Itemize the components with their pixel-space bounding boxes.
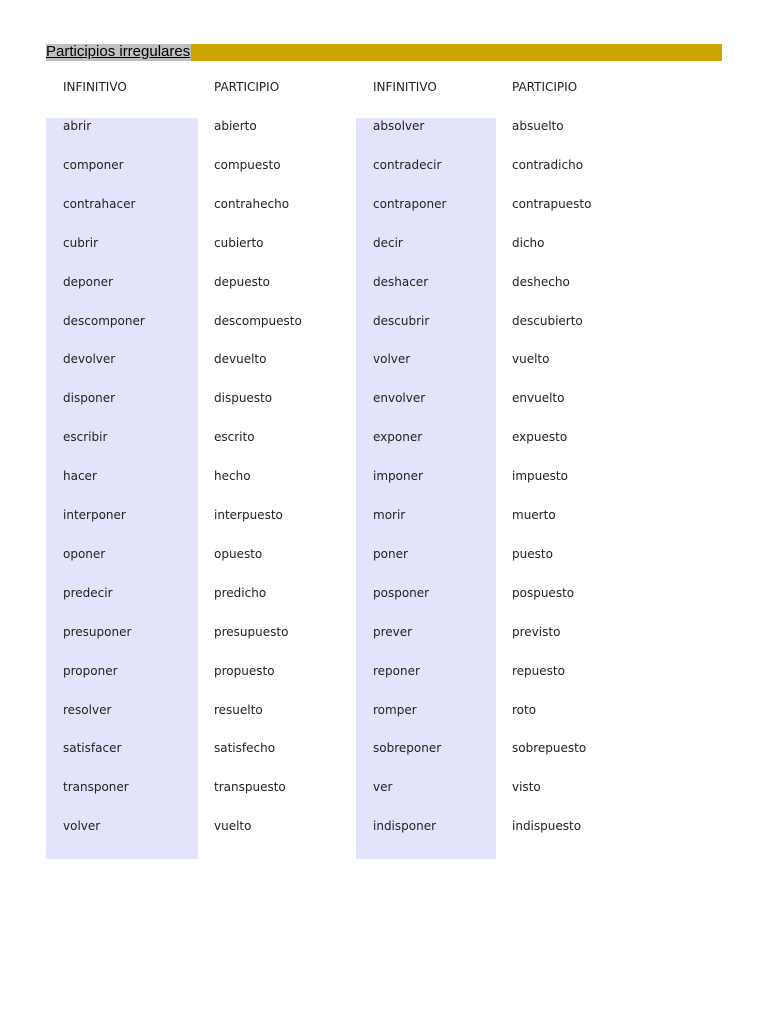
participle-cell: compuesto <box>214 158 281 172</box>
participle-cell: puesto <box>512 547 553 561</box>
participle-cell: vuelto <box>512 352 550 366</box>
participle-cell: vuelto <box>214 819 252 833</box>
participle-cell: roto <box>512 703 537 717</box>
participle-cell: dispuesto <box>214 391 273 405</box>
infinitive-cell: abrir <box>63 119 92 133</box>
participle-cell: contrapuesto <box>512 197 592 211</box>
participle-cell: presupuesto <box>214 625 289 639</box>
header-infinitivo-1: INFINITIVO <box>63 80 127 94</box>
participle-cell: muerto <box>512 508 556 522</box>
title-bar <box>46 44 722 61</box>
infinitive-cell: poner <box>373 547 408 561</box>
infinitive-cell: escribir <box>63 430 108 444</box>
infinitive-cell: posponer <box>373 586 430 600</box>
infinitive-cell: descomponer <box>63 314 145 328</box>
participle-cell: resuelto <box>214 703 263 717</box>
infinitive-cell: interponer <box>63 508 126 522</box>
infinitive-cell: absolver <box>373 119 425 133</box>
participle-cell: propuesto <box>214 664 275 678</box>
infinitive-cell: predecir <box>63 586 113 600</box>
participle-cell: impuesto <box>512 469 568 483</box>
participle-cell: depuesto <box>214 275 270 289</box>
infinitive-cell: proponer <box>63 664 118 678</box>
infinitive-cell: romper <box>373 703 417 717</box>
infinitive-cell: exponer <box>373 430 423 444</box>
participle-cell: abierto <box>214 119 257 133</box>
participle-cell: cubierto <box>214 236 264 250</box>
infinitive-cell: descubrir <box>373 314 430 328</box>
participle-cell: previsto <box>512 625 561 639</box>
participle-cell: deshecho <box>512 275 570 289</box>
participle-cell: expuesto <box>512 430 568 444</box>
infinitive-cell: deshacer <box>373 275 429 289</box>
participle-cell: satisfecho <box>214 741 276 755</box>
infinitive-cell: decir <box>373 236 403 250</box>
infinitive-cell: ver <box>373 780 393 794</box>
infinitive-cell: indisponer <box>373 819 437 833</box>
infinitive-cell: imponer <box>373 469 423 483</box>
participle-cell: visto <box>512 780 541 794</box>
infinitive-cell: contrahacer <box>63 197 136 211</box>
infinitive-cell: sobreponer <box>373 741 442 755</box>
participle-cell: descubierto <box>512 314 583 328</box>
infinitive-cell: disponer <box>63 391 116 405</box>
participle-cell: pospuesto <box>512 586 575 600</box>
participle-cell: sobrepuesto <box>512 741 587 755</box>
participle-cell: hecho <box>214 469 251 483</box>
header-participio-1: PARTICIPIO <box>214 80 280 94</box>
participle-cell: absuelto <box>512 119 564 133</box>
infinitive-cell: devolver <box>63 352 116 366</box>
participle-cell: interpuesto <box>214 508 283 522</box>
infinitive-cell: contraponer <box>373 197 447 211</box>
participle-cell: descompuesto <box>214 314 302 328</box>
infinitive-cell: transponer <box>63 780 129 794</box>
infinitive-cell: deponer <box>63 275 113 289</box>
participle-cell: escrito <box>214 430 255 444</box>
infinitive-cell: contradecir <box>373 158 442 172</box>
infinitive-cell: oponer <box>63 547 106 561</box>
participle-cell: repuesto <box>512 664 565 678</box>
participle-cell: envuelto <box>512 391 565 405</box>
participle-cell: transpuesto <box>214 780 286 794</box>
infinitive-cell: componer <box>63 158 124 172</box>
participle-cell: contradicho <box>512 158 584 172</box>
infinitive-cell: prever <box>373 625 413 639</box>
participle-cell: indispuesto <box>512 819 582 833</box>
infinitive-cell: satisfacer <box>63 741 122 755</box>
infinitive-cell: presuponer <box>63 625 132 639</box>
participle-cell: contrahecho <box>214 197 290 211</box>
page-title: Participios irregulares <box>46 43 191 60</box>
participle-cell: devuelto <box>214 352 267 366</box>
participle-cell: opuesto <box>214 547 263 561</box>
infinitive-cell: resolver <box>63 703 112 717</box>
header-infinitivo-2: INFINITIVO <box>373 80 437 94</box>
infinitive-cell: morir <box>373 508 406 522</box>
infinitive-cell: cubrir <box>63 236 99 250</box>
participle-cell: predicho <box>214 586 267 600</box>
infinitive-cell: envolver <box>373 391 426 405</box>
infinitive-cell: reponer <box>373 664 420 678</box>
participle-cell: dicho <box>512 236 545 250</box>
infinitive-cell: volver <box>373 352 411 366</box>
infinitive-cell: hacer <box>63 469 97 483</box>
header-participio-2: PARTICIPIO <box>512 80 578 94</box>
infinitive-cell: volver <box>63 819 101 833</box>
